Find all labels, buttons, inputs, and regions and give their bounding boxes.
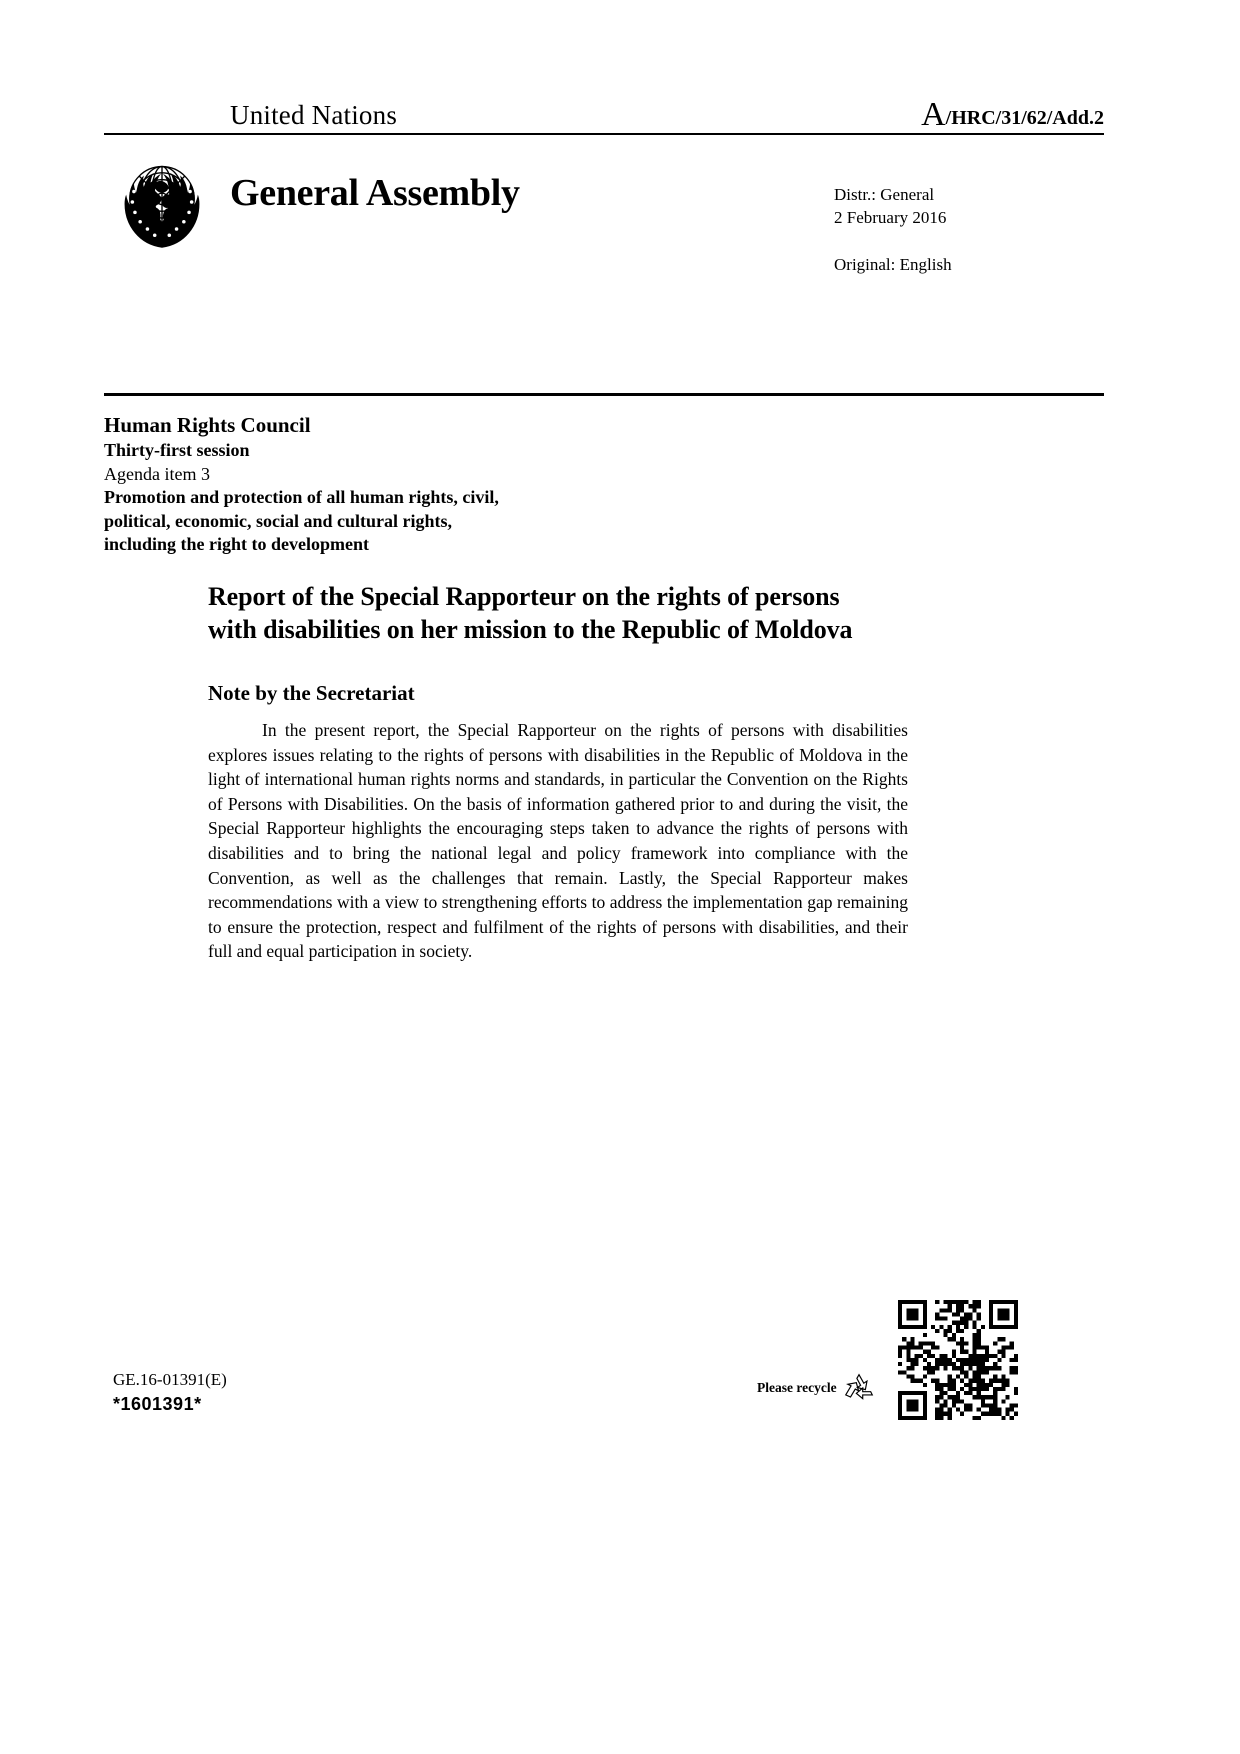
abstract-paragraph: In the present report, the Special Rapporteur on the rights of persons with disabilities explores issues relating to the rights of persons with disabilities in the Republic of Moldova in the light of international human rights norms and standards, in particular the Convention on the Rights of Persons with Disabilities. On the basis of information gathered prior to and during the visit, the Special Rapporteur highlights the encouraging steps taken to advance the rights of persons with disabilities and to bring the national legal and policy framework into compliance with the Convention, as well as the challenges that remain. Lastly, the Special Rapporteur makes recommendations with a view to strengthening efforts to address the implementation gap remaining to ensure the protection, respect and fulfilment of the rights of persons with disabilities, and their full and equal participation in society. <box>208 720 908 962</box>
recycle-label: Please recycle <box>757 1380 837 1395</box>
barcode-number: *1601391* <box>113 1394 202 1414</box>
report-title-line-1: Report of the Special Rapporteur on the rights of persons <box>208 582 840 611</box>
report-title-line-2: with disabilities on her mission to the Republic of Moldova <box>208 615 853 644</box>
un-emblem-icon <box>110 151 214 255</box>
document-symbol-prefix: A <box>921 96 946 133</box>
title-block <box>208 580 1008 706</box>
document-symbol <box>921 96 1104 133</box>
organ-title: General Assembly <box>230 172 520 214</box>
recycle-icon <box>842 1372 876 1404</box>
masthead-body <box>104 135 1104 315</box>
council-name: Human Rights Council <box>104 413 311 437</box>
session-block <box>104 412 744 557</box>
masthead <box>104 88 1104 315</box>
agenda-title-line-2: political, economic, social and cultural rights, <box>104 510 452 531</box>
distribution-block <box>834 183 952 276</box>
footer-left <box>113 1368 227 1416</box>
document-symbol-rest: /HRC/31/62/Add.2 <box>945 107 1104 129</box>
original-language: Original: English <box>834 255 952 274</box>
recycle-notice <box>757 1372 876 1404</box>
note-by-secretariat-heading: Note by the Secretariat <box>208 681 415 705</box>
section-rule <box>104 393 1104 396</box>
document-date: 2 February 2016 <box>834 208 947 227</box>
masthead-top-row <box>104 88 1104 133</box>
agenda-title-line-1: Promotion and protection of all human rights, civil, <box>104 487 499 507</box>
session-number: Thirty-first session <box>104 440 250 460</box>
distribution-line: Distr.: General <box>834 185 935 204</box>
job-number: GE.16-01391(E) <box>113 1370 227 1389</box>
organization-name: United Nations <box>230 100 398 130</box>
qr-code-icon <box>898 1300 1018 1420</box>
agenda-item: Agenda item 3 <box>104 463 210 484</box>
report-title <box>208 580 1008 646</box>
agenda-title-line-3: including the right to development <box>104 534 370 554</box>
